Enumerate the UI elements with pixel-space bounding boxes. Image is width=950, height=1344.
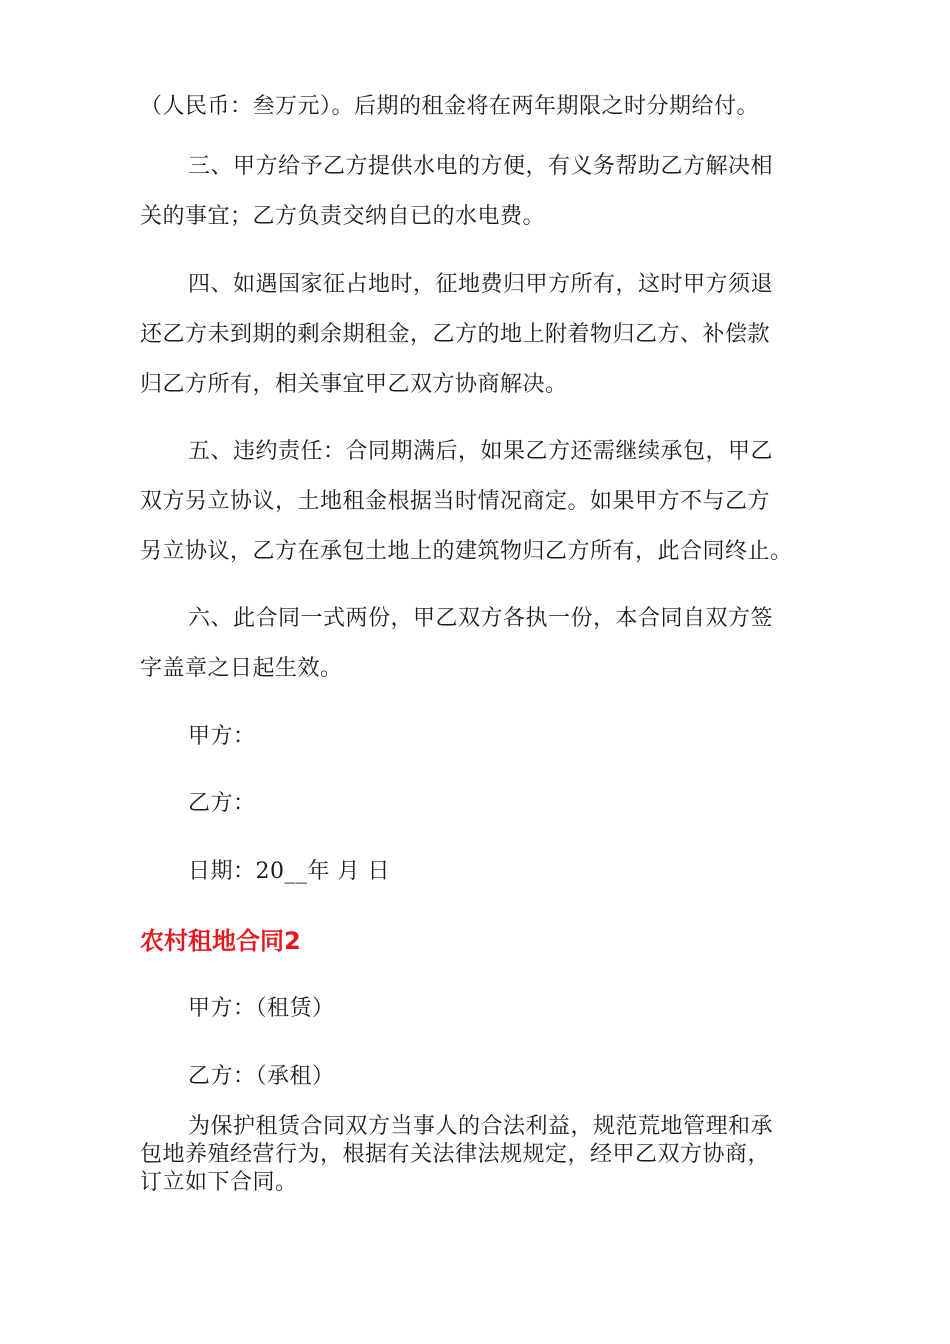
party-a-line: 甲方：（租赁）: [188, 996, 335, 1021]
signature-date: 日期：20__年 月 日: [188, 859, 390, 884]
paragraph-line: 字盖章之日起生效。: [140, 656, 343, 681]
paragraph-line: 还乙方未到期的剩余期租金，乙方的地上附着物归乙方、补偿款: [140, 322, 771, 347]
signature-party-a: 甲方：: [188, 724, 256, 749]
signature-party-b: 乙方：: [188, 791, 256, 816]
paragraph-line: 关的事宜；乙方负责交纳自已的水电费。: [140, 204, 546, 229]
paragraph-line: 订立如下合同。: [140, 1170, 298, 1195]
paragraph-line: 归乙方所有，相关事宜甲乙双方协商解决。: [140, 372, 568, 397]
paragraph-line: （人民币：叁万元）。后期的租金将在两年期限之时分期给付。: [140, 94, 760, 119]
paragraph-line: 为保护租赁合同双方当事人的合法利益，规范荒地管理和承: [188, 1114, 774, 1139]
paragraph-line: 另立协议，乙方在承包土地上的建筑物归乙方所有，此合同终止。: [140, 539, 793, 564]
paragraph-line: 三、甲方给予乙方提供水电的方便，有义务帮助乙方解决相: [188, 154, 774, 179]
paragraph-line: 四、如遇国家征占地时，征地费归甲方所有，这时甲方须退: [188, 272, 774, 297]
paragraph-line: 五、违约责任：合同期满后，如果乙方还需继续承包，甲乙: [188, 439, 774, 464]
party-b-line: 乙方：（承租）: [188, 1064, 335, 1089]
section-heading: 农村租地合同2: [140, 927, 301, 955]
paragraph-line: 双方另立协议，土地租金根据当时情况商定。如果甲方不与乙方: [140, 489, 771, 514]
paragraph-line: 包地养殖经营行为，根据有关法律法规规定，经甲乙双方协商，: [140, 1142, 771, 1167]
paragraph-line: 六、此合同一式两份，甲乙双方各执一份，本合同自双方签: [188, 606, 774, 631]
